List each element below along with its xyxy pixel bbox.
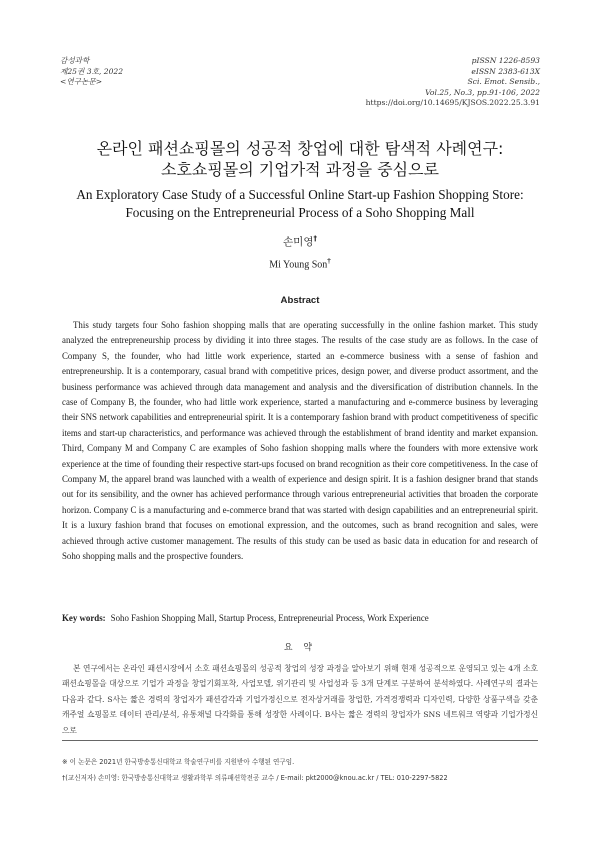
doi-link[interactable]: https://doi.org/10.14695/KJSOS.2022.25.3.91 [365, 98, 540, 108]
title-english-line-2: Focusing on the Entrepreneurial Process of a Soho Shopping Mall [125, 205, 475, 220]
corresponding-author-footnote: †(교신저자) 손미영: 한국방송통신대학교 생활과학부 의류패션학전공 교수 / E-mail: pkt2000@knou.ac.kr / TEL: 010-2297-5822 [62, 774, 448, 782]
title-korean-line-1: 온라인 패션쇼핑몰의 성공적 창업에 대한 탐색적 사례연구: [96, 139, 504, 158]
article-type: <연구논문> [60, 77, 103, 87]
author-english-name: Mi Young Son [269, 259, 328, 271]
keywords [62, 613, 538, 623]
corresponding-mark: † [313, 234, 317, 243]
funding-footnote: ※ 이 논문은 2021년 한국방송통신대학교 학술연구비를 지원받아 수행된 연구임. [62, 758, 295, 766]
abstract-body: This study targets four Soho fashion shopping malls that are operating successfully in the online fashion market. This study analyzed the entrepreneurship process by dividing it into three stages. The results of the case study are as follows. In the case of Company S, the founder, who had little work experience, started an e-commerce business with a sense of fashion and entrepreneurship. It is a contemporary, casual brand with competitive prices, design power, and diverse product assortment, and the business performance was achieved through data management and analysis and the diversification of distribution channels. In the case of Company B, the founder, who had little work experience, started a manufacturing and e-commerce business by leveraging their SNS network capabilities and entrepreneurial spirit. It is a contemporary fashion brand with product competitiveness of specific items and start-up characteristics, and performance was achieved through the establishment of brand identity and market expansion. Third, Company M and Company C are examples of Soho fashion shopping malls where the founders with more extensive work experience at the time of founding their respective start-ups focused on brand recognition as their core competitiveness. In the case of Company M, the apparel brand was launched with a wealth of experience and design spirit. It is a fashion designer brand that stands out for its sensibility, and the owner has achieved performance through various entrepreneurial activities that broaden the corporate horizon. Company C is a manufacturing and e-commerce brand that was started with design capabilities and an entrepreneurial spirit. It is a luxury fashion brand that focuses on emotional expression, and the outcomes, such as brand recognition and sales, were achieved through active customer management. The results of this study can be used as basic data in education for and research of Soho shopping malls and the prospective founders. [62, 320, 538, 562]
korean-summary-body: 본 연구에서는 온라인 패션시장에서 소호 패션쇼핑몰의 성공적 창업의 성장 과정을 알아보기 위해 현재 성공적으로 운영되고 있는 4개 소호 패션쇼핑몰을 대상으로 기업가 과정을 창업기회포착, 사업모델, 위기관리 및 사업성과 등 3개 단계로 구분하여 분석하였다. 사례연구의 결과는 다음과 같다. S사는 짧은 경력의 창업자가 패션감각과 기업가정신으로 전자상거래를 창업한, 가격경쟁력과 디자인력, 다양한 상품구색을 갖춘 캐주얼 쇼핑몰로 데이터 관리/분석, 유통채널 다각화를 통해 성장한 사례이다. B사는 짧은 경력의 창업자가 SNS 네트워크 역량과 기업가정신으로 [62, 664, 538, 735]
keywords-text: Soho Fashion Shopping Mall, Startup Process, Entrepreneurial Process, Work Experience [110, 613, 429, 623]
title-english [40, 186, 560, 222]
corresponding-mark-en: † [327, 257, 331, 265]
volume-pages: Vol.25, No.3, pp.91-106, 2022 [425, 87, 540, 97]
journal-header-left [60, 56, 123, 88]
title-korean [40, 138, 560, 180]
abstract-heading: Abstract [280, 295, 320, 306]
title-english-line-1: An Exploratory Case Study of a Successful Online Start-up Fashion Shopping Store: [76, 187, 524, 202]
keywords-label: Key words: [62, 613, 106, 623]
journal-abbrev: Sci. Emot. Sensib., [467, 77, 540, 87]
author-english [0, 257, 600, 270]
journal-name: 감성과학 [60, 56, 90, 65]
author-korean-name: 손미영 [283, 236, 314, 248]
korean-summary-heading: 요 약 [283, 643, 317, 653]
journal-header-right [366, 56, 540, 109]
pissn: pISSN 1226-8593 [471, 56, 540, 65]
author-korean [0, 234, 600, 249]
title-korean-line-2: 소호쇼핑몰의 기업가적 과정을 중심으로 [160, 160, 439, 179]
eissn: eISSN 2383-613X [471, 66, 540, 76]
journal-volume: 제25권 3호, 2022 [60, 66, 124, 76]
footnote-divider [62, 740, 538, 741]
